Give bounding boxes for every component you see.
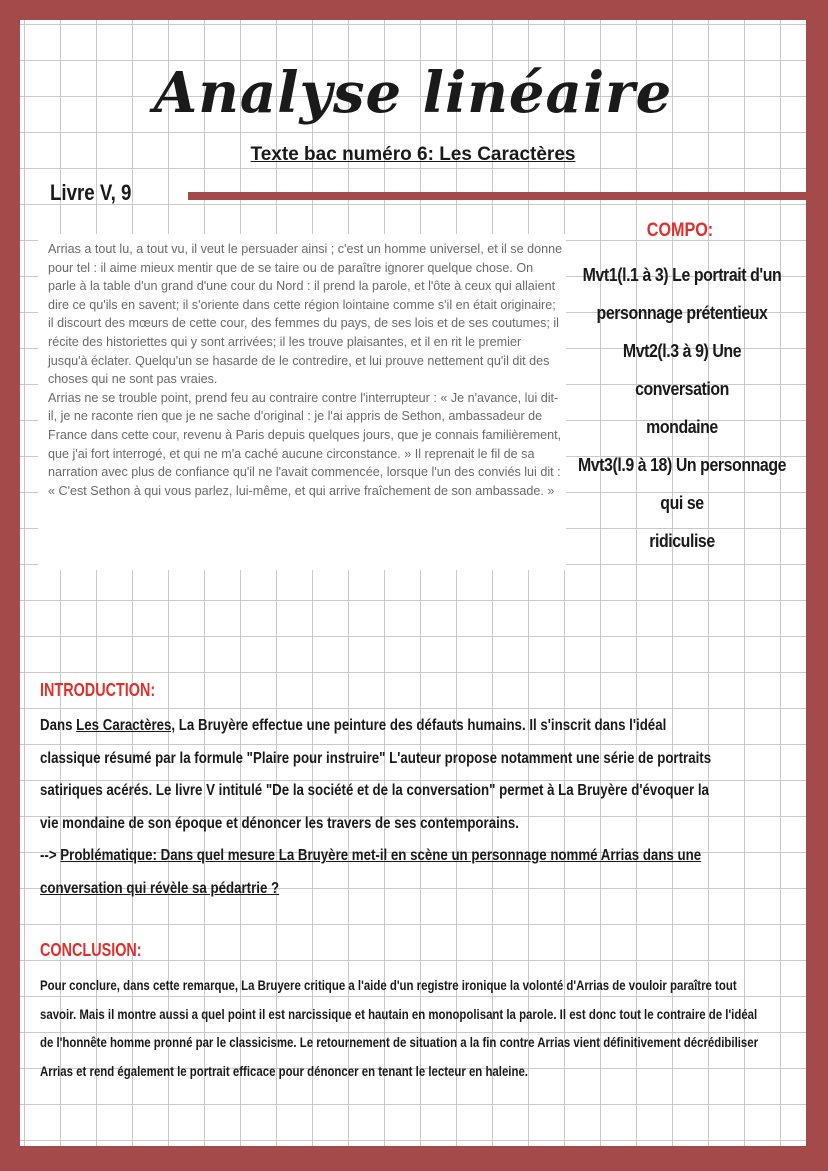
- intro-text-a: Dans: [40, 717, 77, 734]
- livre-label: Livre V, 9: [50, 180, 132, 205]
- introduction-title: INTRODUCTION:: [40, 680, 156, 700]
- grid-paper-sheet: [20, 20, 806, 1146]
- extract-text-block: [48, 240, 563, 500]
- compo-line-1: Mvt1(l.1 à 3) Le portrait d'un: [582, 264, 782, 285]
- problematique-text: Problématique: Dans quel mesure La Bruyère met-il en scène un personnage nommé Arrias dans une conversation qui révèle sa pédartrie ?: [40, 847, 702, 897]
- intro-book-title: Les Caractères,: [76, 717, 176, 734]
- introduction-paragraph: [40, 710, 712, 840]
- compo-movements: [558, 256, 806, 560]
- livre-divider-bar: [188, 192, 806, 200]
- compo-line-4: mondaine: [646, 416, 718, 437]
- page-title: Analyse linéaire: [153, 60, 673, 126]
- page-subtitle: Texte bac numéro 6: Les Caractères: [250, 144, 576, 165]
- compo-line-6: ridiculise: [649, 530, 715, 551]
- conclusion-body: Pour conclure, dans cette remarque, La Bruyere critique a l'aide d'un registre ironique la volonté d'Arrias de vouloir paraître tout savoir. Mais il montre aussi a quel point il est narcissique et hautain en monopolisant la parole. Il est donc tout le contraire de l'idéal de l'honnête homme pronné par le classicisme. Le retournement de situation a la fin contre Arrias vient définitivement décrédibiliser Arrias et rend également le portrait efficace pour dénoncer en tenant le lecteur en haleine.: [40, 978, 759, 1079]
- intro-text-b: La Bruyère effectue une peinture des défauts humains. Il s'inscrit dans l'idéal classique résumé par la formule "Plaire pour instruire" L'auteur propose notamment une série de portraits satiriques acérés. Le livre V intitulé "De la société et de la conversation" permet à La Bruyère d'évoquer la vie mondaine de son époque et dénoncer les travers de ses contemporains.: [40, 717, 712, 832]
- extract-paragraph-1: Arrias a tout lu, a tout vu, il veut le persuader ainsi ; c'est un homme universel, et il se donne pour tel : il aime mieux mentir que de se taire ou de paraître ignorer quelque chose. On parle à la table d'un grand d'une cour du Nord : il prend la parole, et l'ôte à ceux qui allaient dire ce qu'ils en savent; il s'oriente dans cette région lointaine comme s'il en était originaire; il discourt des mœurs de cette cour, des femmes du pays, de ses lois et de ses coutumes; il récite des historiettes qui y sont arrivées; il les trouve plaisantes, et il en rit le premier jusqu'à éclater. Quelqu'un se hasarde de le contredire, et lui prouve nettement qu'il dit des choses qui ne sont pas vraies.: [48, 242, 563, 387]
- introduction-body: [40, 710, 712, 905]
- problematique-line: [40, 840, 712, 905]
- compo-line-5: Mvt3(l.9 à 18) Un personnage qui se: [577, 454, 787, 513]
- arrow-icon: -->: [40, 847, 57, 864]
- extract-paragraph-2: Arrias ne se trouble point, prend feu au contraire contre l'interrupteur : « Je n'avance, lui dit-il, je ne raconte rien que je ne sache d'original : je l'ai appris de Sethon, ambassadeur de France dans cette cour, revenu à Paris depuis quelques jours, que je connais familièrement, que j'ai fort interrogé, et qui ne m'a caché aucune circonstance. » Il reprenait le fil de sa narration avec plus de confiance qu'il ne l'avait commencée, lorsque l'un des conviés lui dit : « C'est Sethon à qui vous parlez, lui-même, et qui arrive fraîchement de son ambassade. »: [48, 390, 562, 498]
- compo-line-3: Mvt2(l.3 à 9) Une conversation: [622, 340, 742, 399]
- conclusion-title: CONCLUSION:: [40, 940, 142, 960]
- compo-title: COMPO:: [646, 220, 714, 241]
- compo-line-2: personnage prétentieux: [596, 302, 768, 323]
